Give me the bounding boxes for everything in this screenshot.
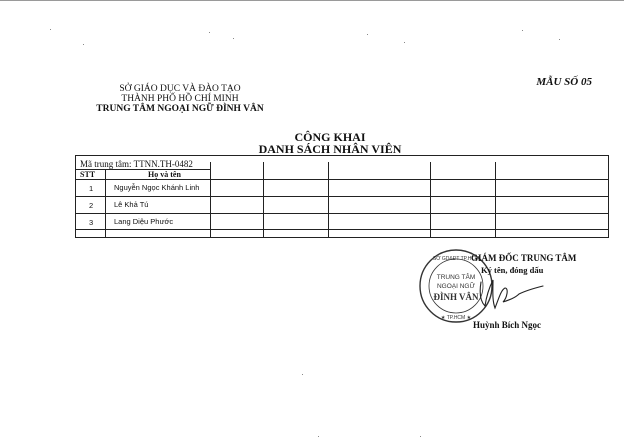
director-title: GIÁM ĐỐC TRUNG TÂM bbox=[471, 253, 577, 263]
scan-speck bbox=[83, 44, 84, 45]
document-subtitle: DANH SÁCH NHÂN VIÊN bbox=[258, 142, 402, 156]
issuing-organization bbox=[95, 84, 265, 114]
row-stt: 1 bbox=[89, 184, 94, 193]
scan-speck bbox=[559, 39, 560, 40]
row-stt: 2 bbox=[89, 201, 94, 210]
svg-text:SỞ GD&ĐT TP.HCM: SỞ GD&ĐT TP.HCM bbox=[432, 256, 480, 262]
header-name: Họ và tên bbox=[148, 170, 181, 179]
department-name: SỞ GIÁO DỤC VÀ ĐÀO TẠO bbox=[119, 84, 241, 94]
svg-text:TRUNG TÂM: TRUNG TÂM bbox=[436, 274, 476, 281]
scan-speck bbox=[233, 38, 234, 39]
row-name: Lang Diệu Phước bbox=[114, 217, 174, 226]
scan-speck bbox=[404, 42, 405, 43]
svg-text:ĐÌNH VÂN: ĐÌNH VÂN bbox=[433, 292, 479, 302]
scan-speck bbox=[367, 34, 368, 35]
table-rule bbox=[210, 162, 211, 237]
svg-text:NGOẠI NGỮ: NGOẠI NGỮ bbox=[436, 283, 476, 290]
handwritten-signature bbox=[475, 272, 545, 316]
table-rule bbox=[76, 196, 608, 197]
table-rule bbox=[76, 179, 608, 180]
document-title: CÔNG KHAI bbox=[294, 130, 366, 144]
scan-speck bbox=[420, 436, 421, 437]
signer-name: Huỳnh Bích Ngọc bbox=[473, 320, 542, 330]
table-rule bbox=[76, 169, 210, 170]
scan-speck bbox=[209, 32, 210, 33]
form-number: MẪU SỐ 05 bbox=[536, 76, 592, 88]
table-rule bbox=[76, 229, 608, 230]
top-border bbox=[0, 0, 624, 1]
svg-text:★ TP.HCM ★: ★ TP.HCM ★ bbox=[440, 315, 472, 321]
scan-speck bbox=[318, 436, 319, 437]
row-name: Nguyễn Ngọc Khánh Linh bbox=[114, 183, 200, 192]
row-name: Lê Khả Tú bbox=[114, 200, 149, 209]
table-rule bbox=[495, 162, 496, 237]
table-rule bbox=[328, 162, 329, 237]
city-name: THÀNH PHỐ HỒ CHÍ MINH bbox=[121, 94, 239, 104]
row-stt: 3 bbox=[89, 218, 94, 227]
scan-speck bbox=[522, 30, 523, 31]
center-code: Mã trung tâm: TTNN.TH-0482 bbox=[80, 159, 193, 169]
table-rule bbox=[430, 162, 431, 237]
scan-speck bbox=[50, 29, 51, 30]
table-rule bbox=[263, 162, 264, 237]
center-name: TRUNG TÂM NGOẠI NGỮ ĐÌNH VÂN bbox=[96, 104, 264, 114]
staff-table bbox=[75, 155, 609, 238]
scan-speck bbox=[302, 374, 303, 375]
table-rule bbox=[105, 169, 106, 237]
table-rule bbox=[76, 213, 608, 214]
header-stt: STT bbox=[80, 170, 96, 179]
signing-note: Ký tên, đóng dấu bbox=[481, 265, 544, 275]
